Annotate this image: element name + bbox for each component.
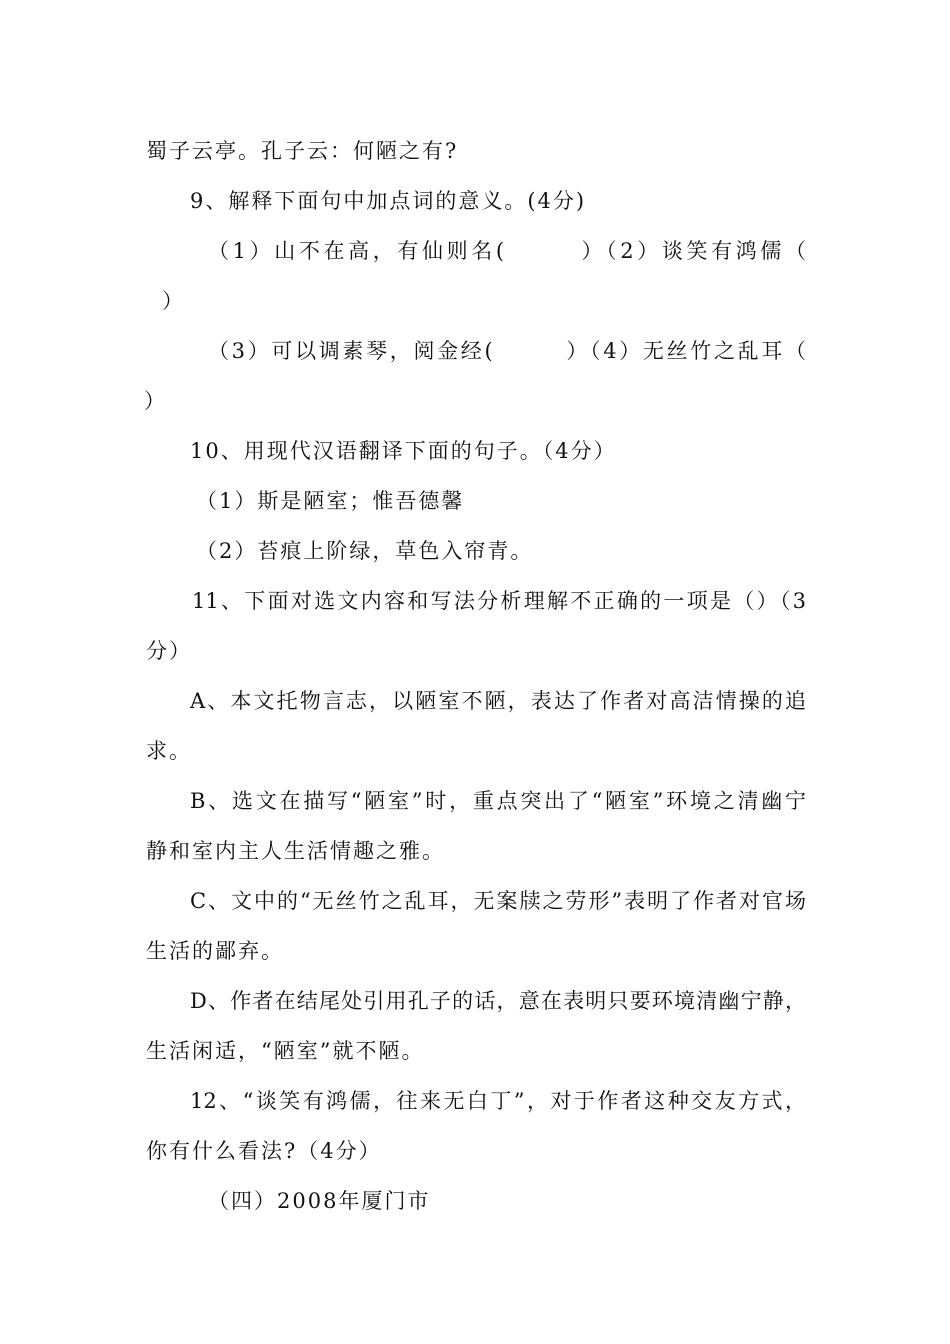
text-line: 蜀子云亭。孔子云：何陋之有?: [146, 139, 459, 163]
section-heading: （四）2008年厦门市: [208, 1189, 431, 1213]
question-9-items-3-4: （3）可以调素琴，阅金经( ）（4）无丝竹之乱耳（: [208, 339, 806, 363]
text-line: 求。: [146, 739, 192, 763]
option-b: B、选文在描写“陋室”时，重点突出了“陋室”环境之清幽宁: [190, 789, 806, 813]
option-a: A、本文托物言志，以陋室不陋，表达了作者对高洁情操的追: [190, 689, 806, 713]
text-line: 生活闲适，“陋室”就不陋。: [146, 1039, 425, 1063]
question-10-item-2: （2）苔痕上阶绿，草色入帘青。: [196, 539, 534, 563]
question-9-items-1-2: （1）山不在高，有仙则名( ）（2）谈笑有鸿儒（: [208, 239, 806, 263]
text-line: 分）: [146, 639, 192, 663]
option-d: D、作者在结尾处引用孔子的话，意在表明只要环境清幽宁静，: [190, 989, 806, 1013]
question-10-item-1: （1）斯是陋室；惟吾德馨: [196, 489, 465, 513]
question-12: 12、“谈笑有鸿儒，往来无白丁”，对于作者这种交友方式，: [190, 1089, 806, 1113]
text-line: ）: [144, 389, 167, 413]
question-9: 9、解释下面句中加点词的意义。(4分): [190, 189, 587, 213]
text-line: 生活的鄙弃。: [146, 939, 284, 963]
question-10: 10、用现代汉语翻译下面的句子。（4分）: [190, 439, 617, 463]
option-c: C、文中的“无丝竹之乱耳，无案牍之劳形”表明了作者对官场: [190, 889, 806, 913]
text-line: 你有什么看法?（4分）: [146, 1139, 382, 1163]
question-11: 11、下面对选文内容和写法分析理解不正确的一项是（）（3: [192, 589, 806, 613]
text-line: ）: [162, 289, 185, 313]
text-line: 静和室内主人生活情趣之雅。: [146, 839, 445, 863]
